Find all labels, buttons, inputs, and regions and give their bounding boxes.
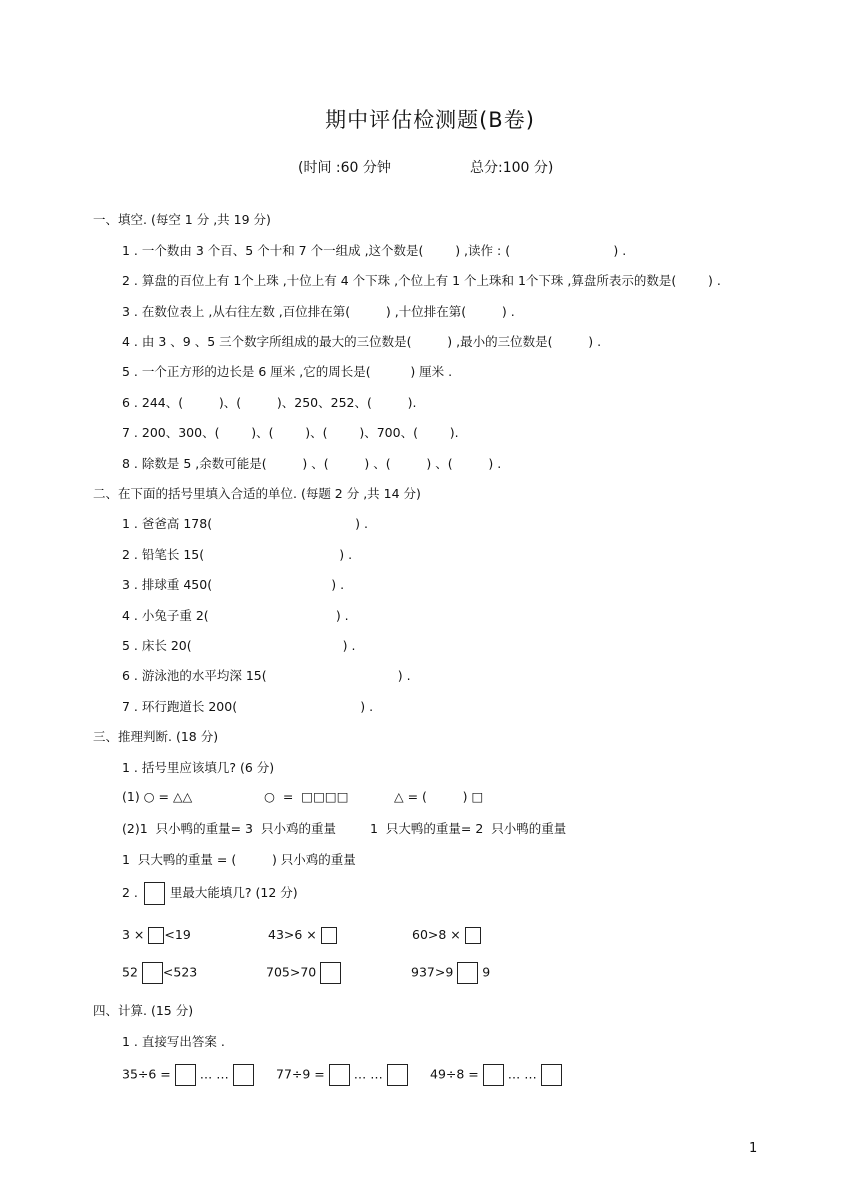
s2-question-1: 1 . 爸爸高 178( ) . [122,516,368,531]
answer-box-3[interactable] [465,927,481,944]
s1-question-4: 4 . 由 3 、9 、5 三个数字所组成的最大的三位数是( ) ,最小的三位数是( ) . [122,334,602,349]
remainder-box-3[interactable] [541,1064,562,1086]
remainder-box-2[interactable] [387,1064,408,1086]
page-number: 1 [749,1141,758,1156]
answer-box-1[interactable] [148,927,164,944]
answer-box-icon [144,882,165,905]
s1-question-6: 6 . 244、( )、( )、250、252、( ). [122,395,417,410]
answer-box-5[interactable] [320,962,341,984]
inequality-6-right: 9 [482,964,491,980]
page-title: 期中评估检测题(B卷) [325,108,535,132]
s1-question-2: 2 . 算盘的百位上有 1个上珠 ,十位上有 4 个下珠 ,个位上有 1 个上珠和 1个下珠 ,算盘所表示的数是( ) . [122,273,721,288]
inequality-1-left: 3 × [122,927,145,942]
answer-box-4[interactable] [142,962,163,984]
section-3-heading: 三、推理判断. (18 分) [93,729,219,744]
inequality-6 [411,962,490,984]
s1-question-5: 5 . 一个正方形的边长是 6 厘米 ,它的周长是( ) 厘米 . [122,364,453,379]
quotient-box-2[interactable] [329,1064,350,1086]
time-limit: (时间 :60 分钟 [298,160,391,176]
duck-condition-1: (2)1 只小鸭的重量= 3 只小鸡的重量 [122,821,336,836]
s2-question-2: 2 . 铅笔长 15( ) . [122,547,353,562]
quotient-box-3[interactable] [483,1064,504,1086]
division-1 [122,1064,254,1086]
total-score: 总分:100 分) [470,160,554,176]
inequality-5-left: 705>70 [266,964,317,980]
s2-question-5: 5 . 床长 20( ) . [122,638,356,653]
answer-box-2[interactable] [321,927,337,944]
inequality-3 [412,927,481,944]
duck-question: 1 只大鸭的重量 = ( ) 只小鸡的重量 [122,852,356,867]
inequality-6-left: 937>9 [411,964,454,980]
division-2 [276,1064,408,1086]
section-4-heading: 四、计算. (15 分) [93,1003,194,1018]
inequality-5 [266,962,341,984]
shape-equation-1: (1) ○ = △△ [122,789,193,804]
s3-question-2-text: 里最大能填几? (12 分) [169,885,298,900]
shape-equation-2: ○ = □□□□ [264,789,349,804]
section-2-heading: 二、在下面的括号里填入合适的单位. (每题 2 分 ,共 14 分) [93,486,421,501]
s4-question-1: 1 . 直接写出答案 . [122,1034,225,1049]
s2-question-4: 4 . 小兔子重 2( ) . [122,608,349,623]
inequality-4-right: <523 [162,964,198,980]
s1-question-1: 1 . 一个数由 3 个百、5 个十和 7 个一组成 ,这个数是( ) ,读作 : ( ) . [122,243,627,258]
s2-question-3: 3 . 排球重 450( ) . [122,577,345,592]
shape-equation-3: △ = ( ) □ [394,789,484,804]
division-1-expr: 35÷6 = [122,1066,171,1082]
division-3-expr: 49÷8 = [430,1066,479,1082]
remainder-dots: … … [507,1066,537,1082]
s1-question-8: 8 . 除数是 5 ,余数可能是( ) 、( ) 、( ) 、( ) . [122,456,502,471]
remainder-dots: … … [353,1066,383,1082]
inequality-1-right: <19 [164,927,191,942]
section-1-heading: 一、填空. (每空 1 分 ,共 19 分) [93,212,271,227]
quotient-box-1[interactable] [175,1064,196,1086]
s3-question-2 [122,882,298,905]
s2-question-6: 6 . 游泳池的水平均深 15( ) . [122,668,411,683]
inequality-2-left: 43>6 × [268,927,317,942]
duck-condition-2: 1 只大鸭的重量= 2 只小鸭的重量 [370,821,567,836]
s1-question-7: 7 . 200、300、( )、( )、( )、700、( ). [122,425,459,440]
division-3 [430,1064,562,1086]
inequality-1 [122,927,191,944]
inequality-2 [268,927,337,944]
remainder-dots: … … [199,1066,229,1082]
answer-box-6[interactable] [457,962,478,984]
division-2-expr: 77÷9 = [276,1066,325,1082]
s3-question-2-number: 2 . [122,885,138,900]
inequality-4-left: 52 [122,964,138,980]
inequality-4 [122,962,197,984]
remainder-box-1[interactable] [233,1064,254,1086]
inequality-3-left: 60>8 × [412,927,461,942]
s3-question-1: 1 . 括号里应该填几? (6 分) [122,760,275,775]
s1-question-3: 3 . 在数位表上 ,从右往左数 ,百位排在第( ) ,十位排在第( ) . [122,304,515,319]
s2-question-7: 7 . 环行跑道长 200( ) . [122,699,374,714]
